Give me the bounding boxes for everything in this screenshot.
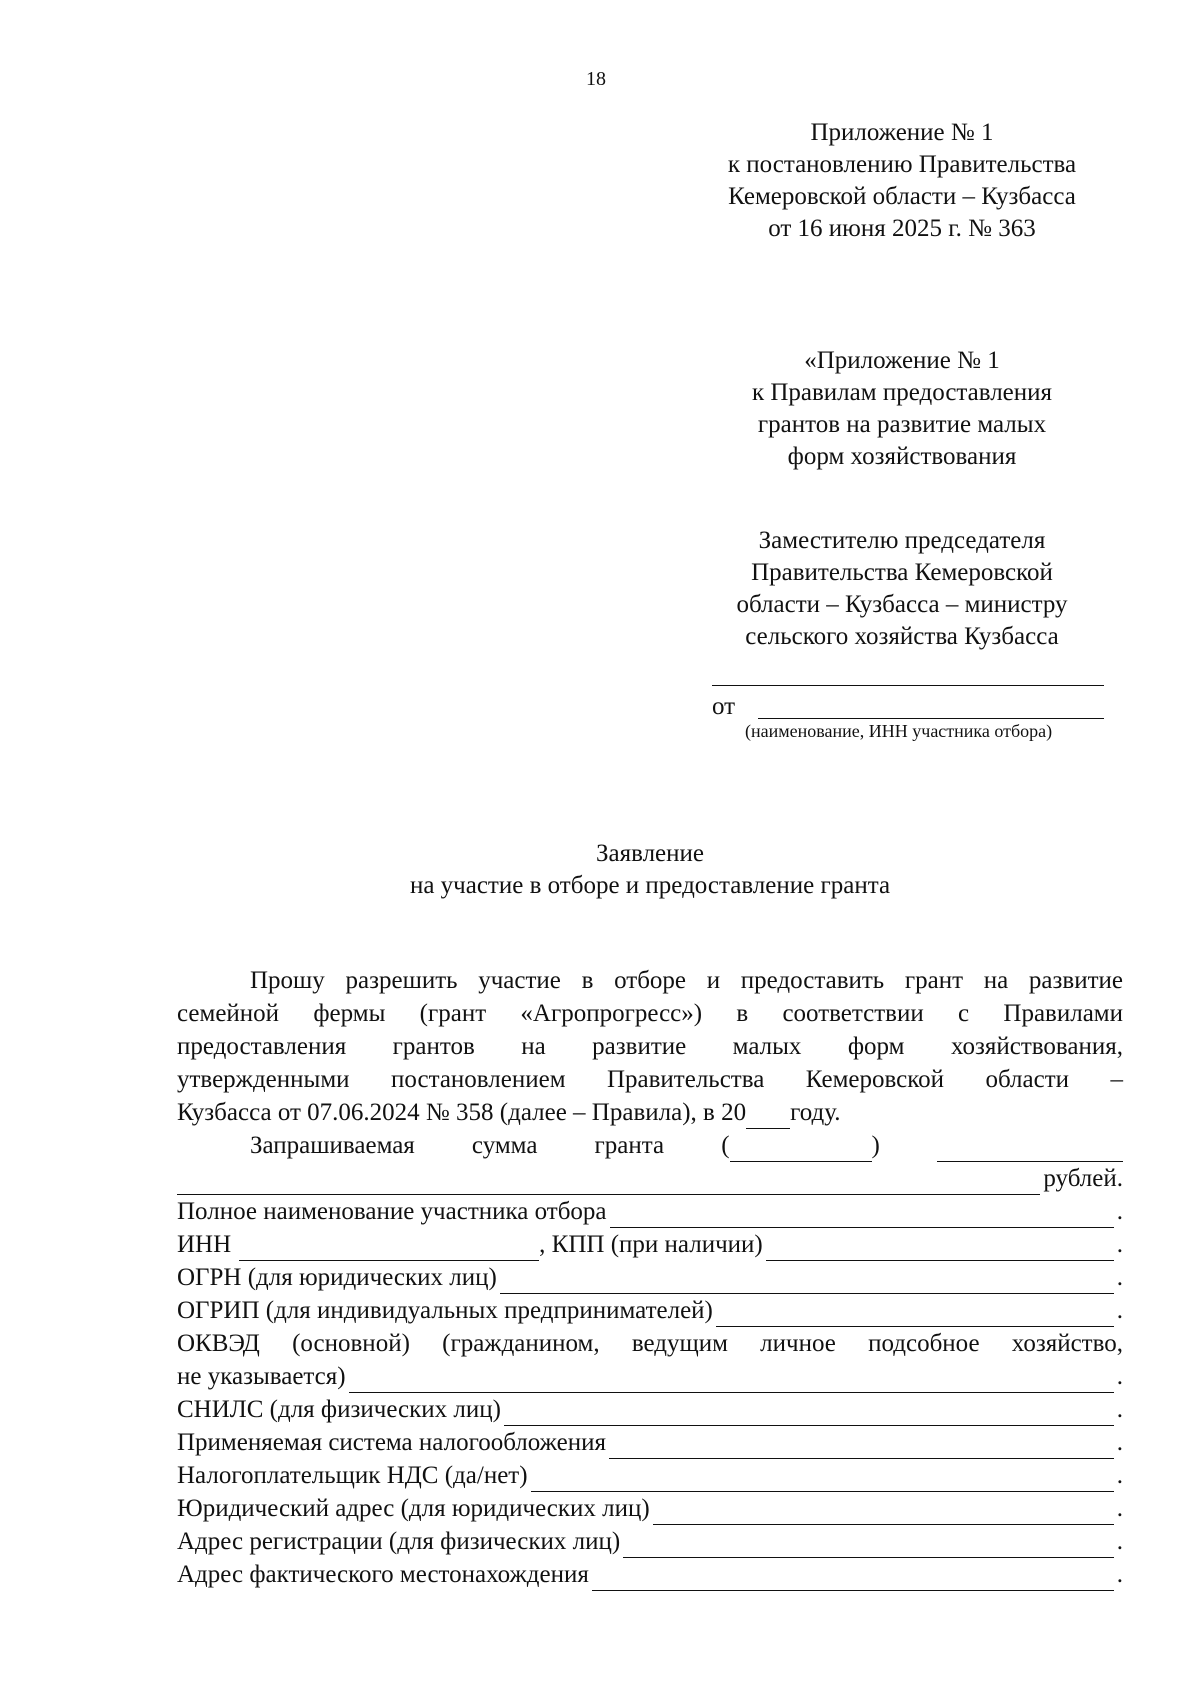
amount-line2	[177, 1163, 1123, 1195]
field-dot: .	[1116, 1528, 1123, 1555]
ogrn-input[interactable]	[500, 1269, 1114, 1294]
snils-input[interactable]	[504, 1401, 1114, 1426]
page-number: 18	[586, 68, 606, 90]
field-tax-system-label: Применяемая система налогообложения	[177, 1429, 606, 1456]
okved-input[interactable]	[349, 1368, 1114, 1393]
field-dot: .	[1116, 1429, 1123, 1456]
field-vat-payer-label: Налогоплательщик НДС (да/нет)	[177, 1462, 528, 1489]
appendix-header	[680, 117, 1124, 245]
field-okved-line2	[177, 1361, 1123, 1393]
field-dot: .	[1116, 1264, 1123, 1291]
field-dot: .	[1116, 1396, 1123, 1423]
title-line2: на участие в отборе и предоставление гранта	[409, 872, 891, 899]
field-inn-kpp	[177, 1229, 1123, 1261]
legal-address-input[interactable]	[653, 1500, 1114, 1525]
addressee	[700, 525, 1104, 653]
amount-words-input-start[interactable]	[937, 1137, 1123, 1162]
appendix-header-line1: Приложение № 1	[810, 119, 994, 146]
year-input[interactable]	[746, 1104, 790, 1129]
field-snils-label: СНИЛС (для физических лиц)	[177, 1396, 501, 1423]
inn-input[interactable]	[239, 1236, 539, 1261]
field-inn-label: ИНН	[177, 1231, 232, 1258]
amount-line	[250, 1130, 1123, 1162]
body-line3: предоставления грантов на развитие малых форм хозяйствования,	[177, 1033, 1123, 1060]
appendix-rules-line4: форм хозяйствования	[787, 443, 1017, 470]
field-okved-line1: ОКВЭД (основной) (гражданином, ведущим личное подсобное хозяйство,	[177, 1330, 1123, 1357]
from-input-line[interactable]	[758, 718, 1104, 719]
field-dot: .	[1116, 1462, 1123, 1489]
appendix-header-line3: Кемеровской области – Кузбасса	[728, 183, 1076, 210]
field-registration-address-label: Адрес регистрации (для физических лиц)	[177, 1528, 621, 1555]
appendix-rules-line3: грантов на развитие малых	[757, 411, 1047, 438]
title-line1: Заявление	[595, 840, 705, 867]
actual-address-input[interactable]	[592, 1566, 1114, 1591]
field-ogrn-label: ОГРН (для юридических лиц)	[177, 1264, 497, 1291]
amount-word1: Запрашиваемая	[250, 1132, 415, 1159]
from-caption: (наименование, ИНН участника отбора)	[745, 721, 1053, 741]
addressee-line1: Заместителю председателя	[758, 527, 1046, 554]
from-label: от	[712, 693, 736, 720]
field-kpp-label: , КПП (при наличии)	[539, 1231, 763, 1258]
body-line2: семейной фермы (грант «Агропрогресс») в соответствии с Правилами	[177, 1000, 1123, 1027]
vat-payer-input[interactable]	[531, 1467, 1114, 1492]
amount-word3: гранта	[594, 1132, 665, 1159]
body-line5-year-suffix: году.	[790, 1099, 841, 1126]
body-line5	[177, 1097, 1123, 1129]
appendix-rules-line2: к Правилам предоставления	[751, 379, 1053, 406]
field-legal-address	[177, 1493, 1123, 1525]
field-registration-address	[177, 1526, 1123, 1558]
ogrip-input[interactable]	[716, 1302, 1114, 1327]
field-ogrip	[177, 1295, 1123, 1327]
addressee-line4: сельского хозяйства Кузбасса	[745, 623, 1059, 650]
amount-word2: сумма	[471, 1132, 538, 1159]
appendix-header-line4: от 16 июня 2025 г. № 363	[768, 215, 1036, 242]
field-dot: .	[1116, 1297, 1123, 1324]
field-vat-payer	[177, 1460, 1123, 1492]
amount-paren-close: )	[871, 1132, 880, 1159]
field-ogrn	[177, 1262, 1123, 1294]
field-actual-address	[177, 1559, 1123, 1591]
body-line4: утвержденными постановлением Правительства Кемеровской области –	[177, 1066, 1123, 1093]
amount-words-field	[721, 1130, 880, 1162]
field-dot: .	[1116, 1495, 1123, 1522]
amount-paren-open: (	[721, 1132, 730, 1159]
field-actual-address-label: Адрес фактического местонахождения	[177, 1561, 589, 1588]
field-legal-address-label: Юридический адрес (для юридических лиц)	[177, 1495, 650, 1522]
appendix-rules	[700, 345, 1104, 473]
field-full-name-label: Полное наименование участника отбора	[177, 1198, 607, 1225]
appendix-rules-line1: «Приложение № 1	[804, 347, 1000, 374]
document-title	[177, 838, 1123, 902]
addressee-line3: области – Кузбасса – министру	[736, 591, 1068, 618]
amount-words-input[interactable]	[177, 1170, 1040, 1195]
body-line5-text: Кузбасса от 07.06.2024 № 358 (далее – Правила), в 20	[177, 1099, 747, 1126]
field-dot: .	[1116, 1231, 1123, 1258]
appendix-header-line2: к постановлению Правительства	[727, 151, 1077, 178]
from-top-line[interactable]	[712, 685, 1104, 686]
full-name-input[interactable]	[610, 1203, 1114, 1228]
registration-address-input[interactable]	[623, 1533, 1114, 1558]
field-dot: .	[1116, 1198, 1123, 1225]
tax-system-input[interactable]	[609, 1434, 1114, 1459]
field-tax-system	[177, 1427, 1123, 1459]
amount-figures-input[interactable]	[730, 1137, 872, 1162]
addressee-line2: Правительства Кемеровской	[751, 559, 1053, 586]
field-dot: .	[1116, 1363, 1123, 1390]
body-line1: Прошу разрешить участие в отборе и предоставить грант на развитие	[250, 967, 1123, 994]
field-snils	[177, 1394, 1123, 1426]
field-full-name	[177, 1196, 1123, 1228]
field-dot: .	[1116, 1561, 1123, 1588]
field-ogrip-label: ОГРИП (для индивидуальных предпринимателей)	[177, 1297, 713, 1324]
kpp-input[interactable]	[766, 1236, 1114, 1261]
amount-unit: рублей.	[1043, 1165, 1123, 1192]
field-okved-label: не указывается)	[177, 1363, 346, 1390]
